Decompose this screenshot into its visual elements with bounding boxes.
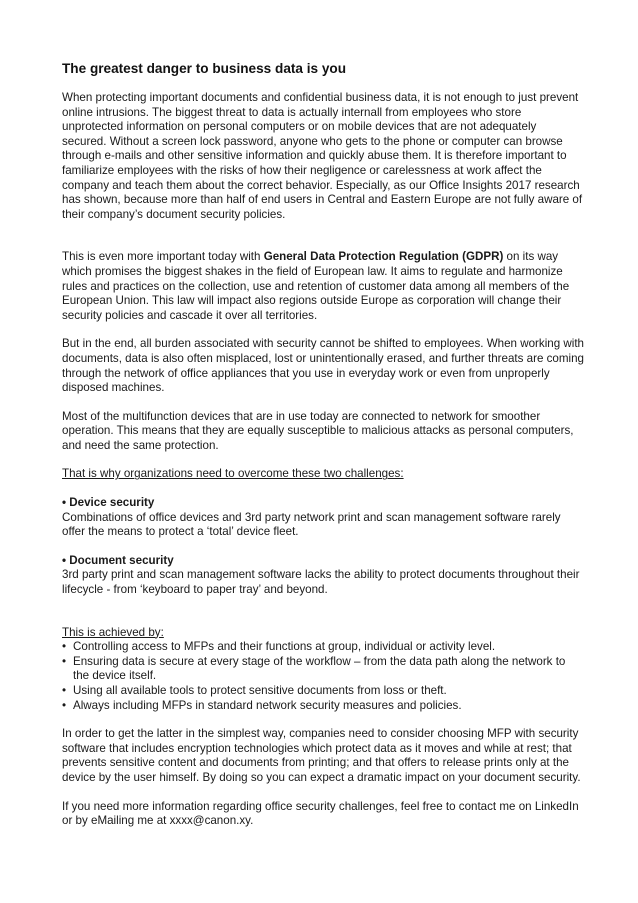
gdpr-text-before: This is even more important today with xyxy=(62,250,264,264)
achieved-list xyxy=(62,640,584,713)
document-page xyxy=(62,60,584,829)
list-item: • Controlling access to MFPs and their functions at group, individual or activity level. xyxy=(62,640,584,655)
list-item: • Using all available tools to protect sensitive documents from loss or theft. xyxy=(62,684,584,699)
device-security-heading-text: • Device security xyxy=(62,496,155,510)
device-security-text: Combinations of office devices and 3rd party network print and scan management software rarely offer the means to protect a ‘total’ device fleet. xyxy=(62,510,561,539)
list-item: • Ensuring data is secure at every stage of the workflow – from the data path along the network to the device itself. xyxy=(62,655,584,684)
conclusion-paragraph: In order to get the latter in the simplest way, companies need to consider choosing MFP with security software that includes encryption technologies which protect data as it moves and while at rest; that prevents sensitive content and documents from printing; and that offers to release prints only at the device by the user himself. By doing so you can expect a dramatic impact on your document security. xyxy=(62,727,581,784)
document-title: The greatest danger to business data is you xyxy=(62,61,347,76)
gdpr-text-after: on its way which promises the biggest shakes in the field of European law. It aims to regulate and harmonize rules and practices on the collection, use and retention of customer data among all members of the European Union. This law will impact also regions outside Europe as corporation will change their security policies and cascade it over all territories. xyxy=(62,250,570,322)
document-security-heading xyxy=(62,554,584,569)
list-item: • Always including MFPs in standard network security measures and policies. xyxy=(62,699,584,714)
multifunction-paragraph: Most of the multifunction devices that are in use today are connected to network for smoother operation. This means that they are equally susceptible to malicious attacks as personal computers, and need the same protection. xyxy=(62,409,574,452)
burden-paragraph: But in the end, all burden associated with security cannot be shifted to employees. When working with documents, data is also often misplaced, lost or unintentionally erased, and further threats are coming through the network of office appliances that you use in everyday work or even from unproperly disposed machines. xyxy=(62,337,585,395)
gdpr-paragraph xyxy=(62,250,584,323)
device-security-heading xyxy=(62,496,584,511)
contact-paragraph: If you need more information regarding office security challenges, feel free to contact me on LinkedIn or by eMailing me at xxxx@canon.xy. xyxy=(62,799,579,828)
document-security-heading-text: • Document security xyxy=(62,553,174,567)
challenges-heading: That is why organizations need to overcome these two challenges: xyxy=(62,467,404,481)
document-security-text: 3rd party print and scan management software lacks the ability to protect documents throughout their lifecycle - from ‘keyboard to paper tray’ and beyond. xyxy=(62,568,580,597)
achieved-heading: This is achieved by: xyxy=(62,625,164,639)
gdpr-bold-term: General Data Protection Regulation (GDPR) xyxy=(263,250,504,264)
intro-paragraph: When protecting important documents and confidential business data, it is not enough to just prevent online intrusions. The biggest threat to data is actually internall from employees who store unprotected information on personal computers or on mobile devices that are not adequately secured. Without a screen lock password, anyone who gets to the phone or computer can browse through e-mails and other sensitive information and quickly abuse them. It is therefore important to familiarize employees with the risks of how their negligence or carelessness at work affect the company and teach them about the correct behavior. Especially, as our Office Insights 2017 research has shown, because more than half of end users in Central and Eastern Europe are not fully aware of their company’s document security policies. xyxy=(62,91,583,221)
